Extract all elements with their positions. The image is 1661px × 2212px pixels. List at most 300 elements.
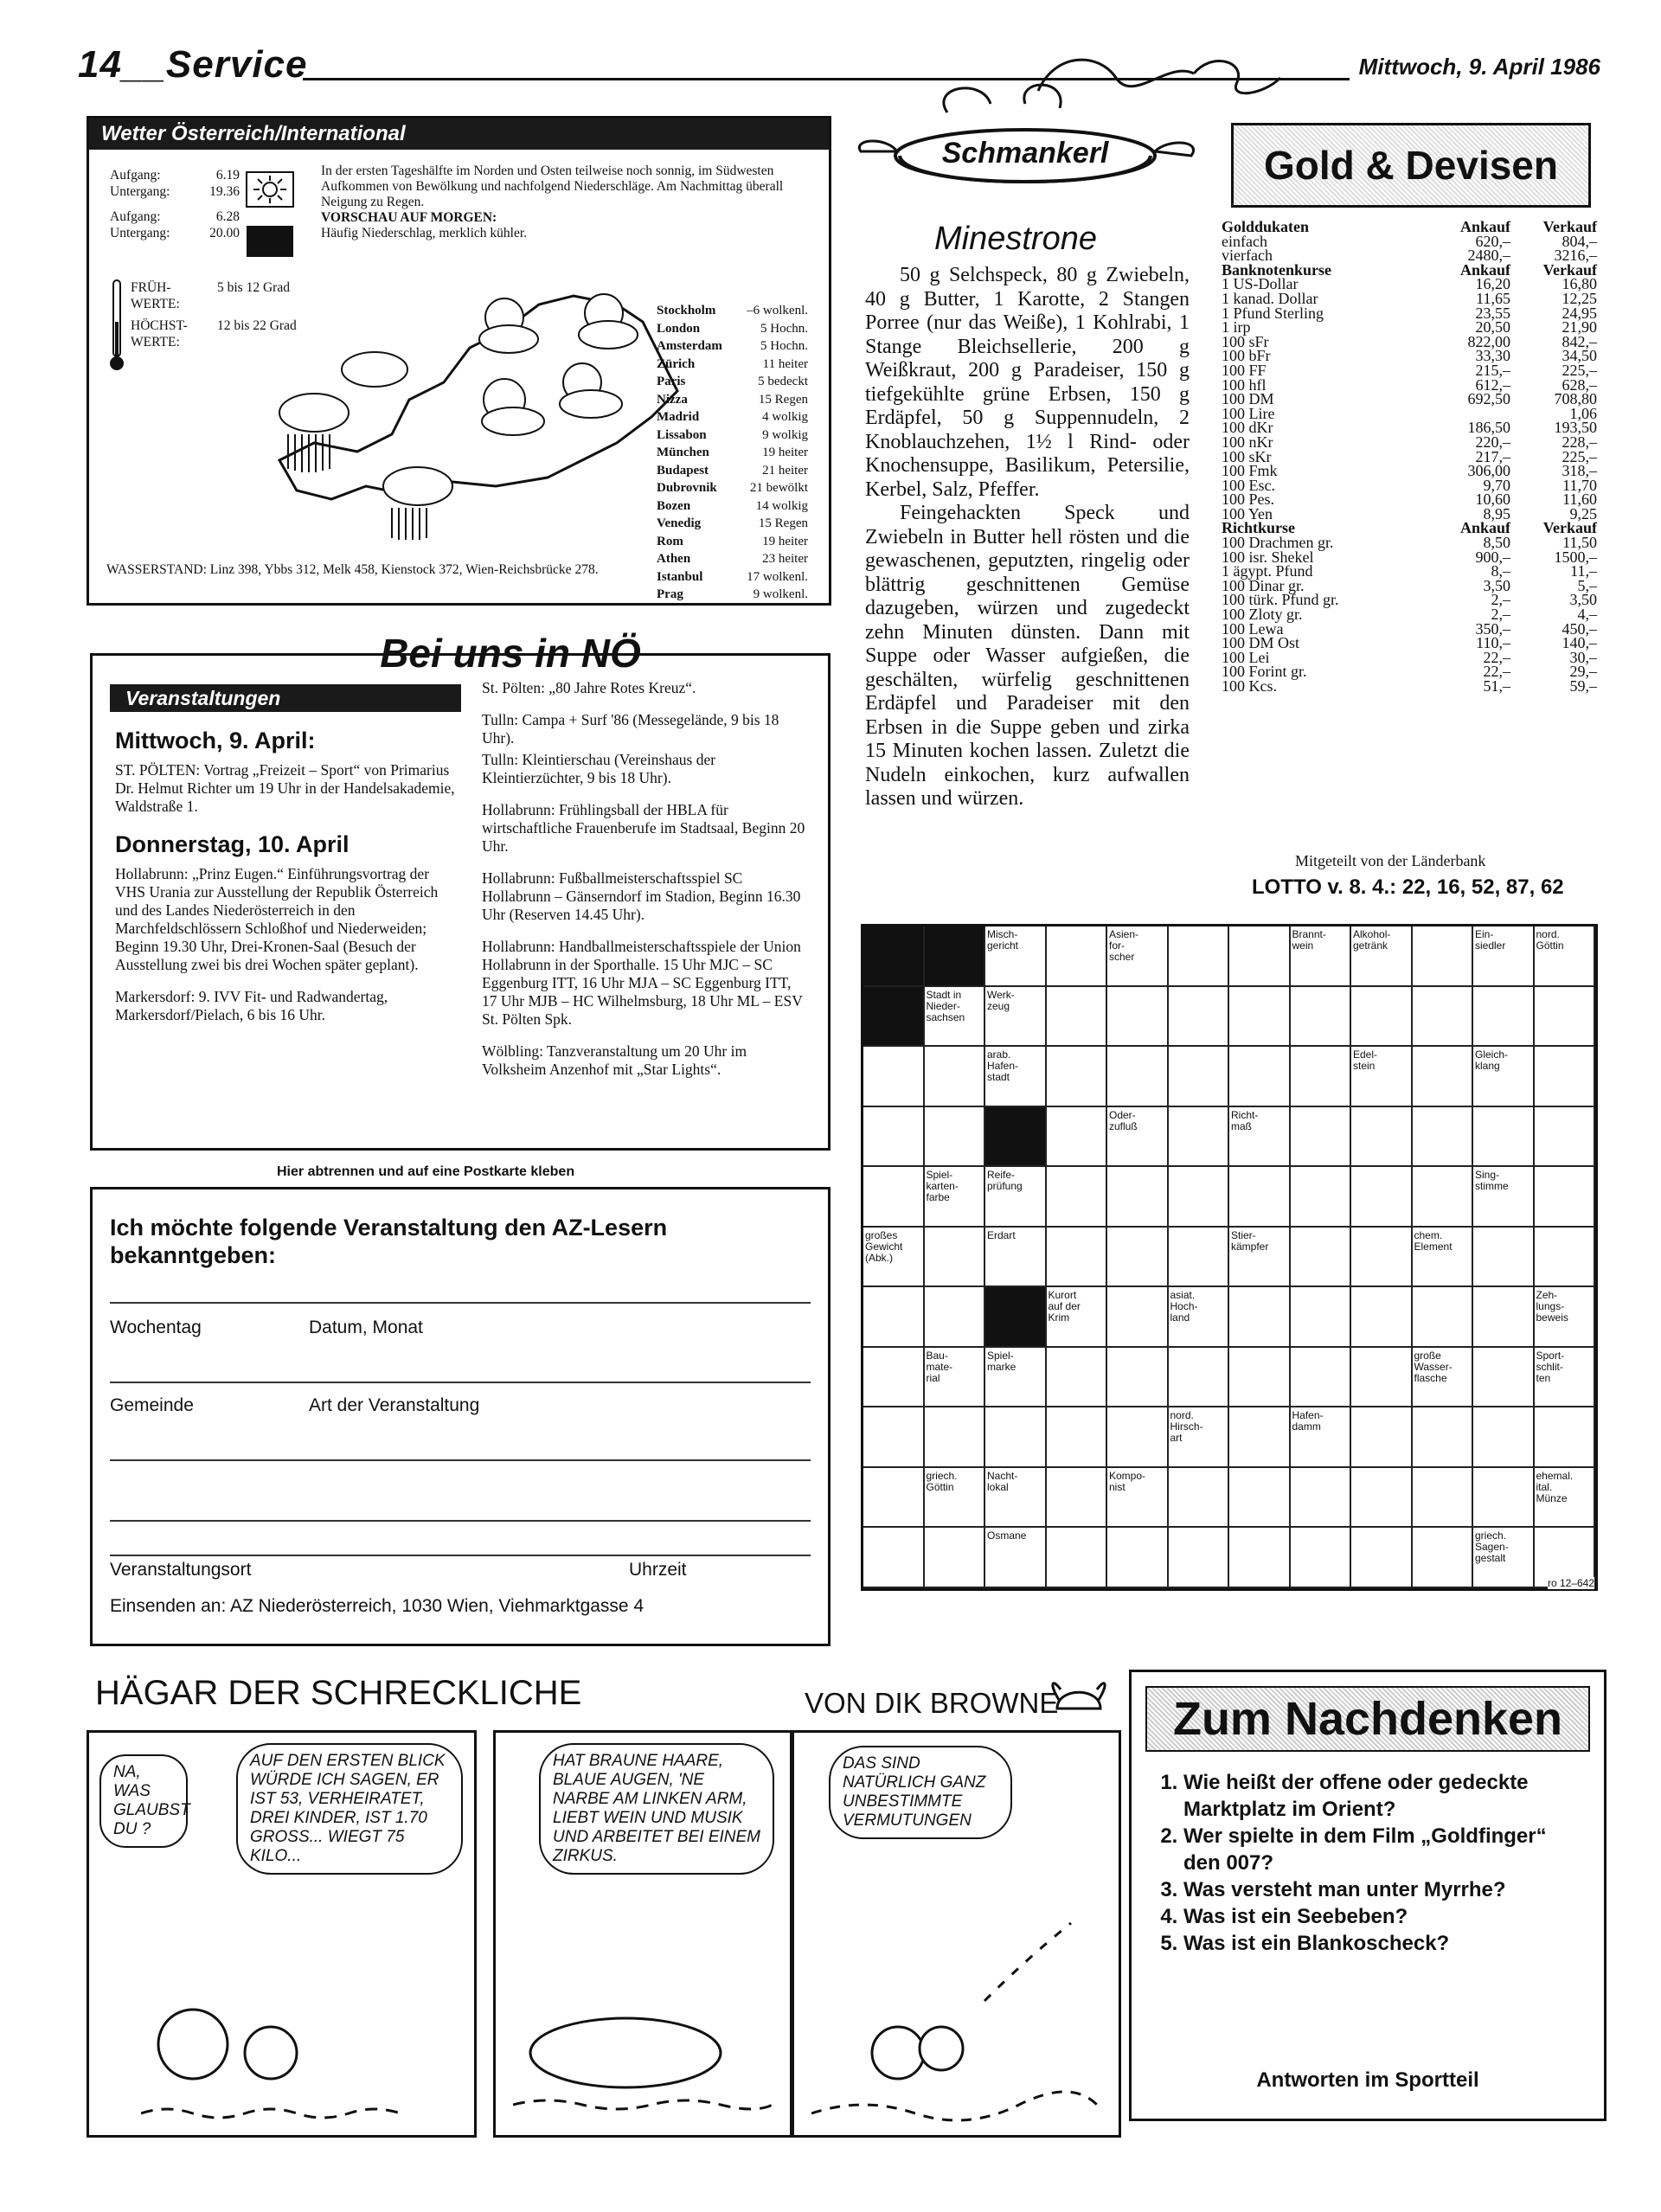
buy-rate: 11,65 — [1476, 289, 1510, 307]
city-row — [657, 568, 808, 587]
city-value: 9 wolkenl. — [753, 587, 808, 601]
city-name: Stockholm — [657, 304, 716, 317]
buy-rate: 2,– — [1491, 606, 1510, 624]
crossword-answer-cell[interactable] — [1351, 1167, 1413, 1228]
crossword-answer-cell[interactable] — [1107, 1047, 1169, 1107]
city-name: Nizza — [657, 392, 688, 407]
table-row — [1222, 464, 1597, 478]
viking-helmet-icon — [1049, 1674, 1109, 1726]
date-label: Datum, Monat — [309, 1318, 423, 1337]
buy-rate: 306,00 — [1467, 462, 1510, 480]
crossword-answer-cell[interactable] — [863, 1107, 925, 1168]
currency-name: 100 dKr — [1222, 419, 1273, 437]
city-row — [657, 515, 808, 533]
crossword-answer-cell[interactable] — [1351, 1228, 1413, 1288]
currency-name: einfach — [1222, 232, 1267, 250]
table-row — [1222, 349, 1597, 363]
currency-name: 100 sKr — [1222, 447, 1272, 465]
crossword-answer-cell[interactable] — [1473, 1348, 1535, 1408]
crossword-clue-cell: Oder- zufluß — [1107, 1107, 1169, 1168]
cloud-icon — [342, 352, 407, 387]
sell-rate: 24,95 — [1562, 304, 1597, 322]
crossword-clue-cell: asiat. Hoch- land — [1169, 1287, 1230, 1348]
stretcher-figure — [513, 1949, 773, 2122]
crossword-answer-cell[interactable] — [1413, 1167, 1474, 1228]
quiz-question: 1. Wie heißt der offene oder gedeckte Marktplatz im Orient? — [1183, 1769, 1578, 1823]
crossword-answer-cell[interactable] — [925, 1107, 986, 1168]
crossword-answer-cell[interactable] — [1169, 1047, 1230, 1107]
crossword-answer-cell[interactable] — [1229, 1287, 1291, 1348]
crossword-answer-cell[interactable] — [1169, 1528, 1230, 1588]
event-item: Wölbling: Tanzveranstaltung um 20 Uhr im Volksheim Anzenhof mit „Star Lights“. — [482, 1042, 747, 1078]
buy-rate: 22,– — [1483, 648, 1510, 666]
quiz-question: 3. Was versteht man unter Myrrhe? — [1183, 1876, 1578, 1903]
city-name: Bozen — [657, 498, 691, 513]
crossword — [861, 924, 1598, 1591]
crossword-answer-cell[interactable] — [1047, 1107, 1108, 1168]
sell-rate: 9,25 — [1569, 504, 1597, 523]
day-heading: Donnerstag, 10. April — [115, 831, 350, 857]
sell-rate: Verkauf — [1542, 218, 1597, 235]
cloud-rain-icon — [383, 467, 452, 540]
sell-rate: 4,– — [1577, 606, 1597, 624]
sun-times: Aufgang: 6.19 Untergang: 19.36 Aufgang: 6.28 Untergang: 20.00 — [110, 168, 240, 240]
crossword-black-cell — [985, 1287, 1047, 1348]
city-value: 14 wolkig — [755, 498, 808, 513]
city-row — [657, 586, 808, 604]
currency-name: 100 nKr — [1222, 433, 1273, 451]
table-row — [1222, 306, 1597, 321]
buy-rate: 350,– — [1475, 619, 1510, 638]
crossword-answer-cell[interactable] — [1351, 987, 1413, 1048]
crossword-answer-cell[interactable] — [1351, 1287, 1413, 1348]
recipe-text — [865, 264, 1190, 811]
gold-title-box — [1231, 123, 1591, 208]
city-name: Zürich — [657, 356, 696, 371]
currency-table — [1222, 220, 1597, 694]
crossword-answer-cell[interactable] — [1291, 1167, 1352, 1228]
buy-rate: 51,– — [1483, 677, 1510, 695]
city-row — [657, 391, 808, 409]
city-value: 19 heiter — [762, 446, 808, 459]
crossword-answer-cell[interactable] — [1107, 1528, 1169, 1588]
noe-title: Bei uns in NÖ — [380, 631, 641, 676]
event-item: Hollabrunn: Handballmeisterschaftsspiele der Union Hollabrunn in der Sporthalle. 15 Uhr MJC – SC Eggenburg ITT, 16 Uhr MJA – SC Eggenburg ITT, 17 Uhr MJB – HC Wilhelmsburg, 18 Uhr ML – ESV St. Pölten Spk. — [482, 938, 803, 1028]
city-row — [657, 320, 808, 338]
buy-rate: 822,00 — [1467, 332, 1510, 350]
quiz-question: 5. Was ist ein Blankoscheck? — [1183, 1930, 1578, 1957]
crossword-answer-cell[interactable] — [1291, 1468, 1352, 1529]
city-value: 21 bewölkt — [749, 481, 808, 495]
city-row — [657, 408, 808, 426]
sell-rate: 450,– — [1562, 619, 1597, 638]
events-right-column — [482, 679, 807, 1093]
recipe-badge: Schmankerl — [941, 137, 1109, 170]
city-name: Venedig — [657, 516, 702, 530]
crossword-answer-cell[interactable] — [1291, 1348, 1352, 1408]
crossword-answer-cell[interactable] — [1047, 1468, 1108, 1529]
buy-rate: 900,– — [1475, 548, 1510, 566]
municipality-label: Gemeinde — [110, 1395, 194, 1415]
buy-rate: 16,20 — [1475, 275, 1510, 293]
currency-name: 100 DM — [1222, 390, 1274, 408]
city-value: 19 heiter — [762, 534, 808, 548]
crossword-answer-cell[interactable] — [1351, 1407, 1413, 1468]
form-line — [110, 1382, 811, 1383]
sell-rate: 708,80 — [1554, 390, 1597, 408]
crossword-answer-cell[interactable] — [1473, 987, 1535, 1048]
crossword-answer-cell[interactable] — [863, 1167, 925, 1228]
crossword-clue-cell: Osmane — [985, 1528, 1047, 1588]
table-row — [1222, 447, 1597, 465]
crossword-clue-cell: nord. Hirsch- art — [1169, 1407, 1230, 1468]
crossword-answer-cell[interactable] — [1047, 1228, 1108, 1288]
crossword-answer-cell[interactable] — [1535, 1407, 1596, 1468]
city-name: Amsterdam — [657, 339, 722, 353]
city-row — [657, 533, 808, 551]
city-name: Madrid — [657, 410, 700, 424]
crossword-black-cell — [985, 1107, 1047, 1168]
city-value: 9 wolkig — [762, 427, 808, 442]
event-submission-form — [90, 1187, 830, 1646]
table-row — [1222, 332, 1597, 350]
city-row — [657, 373, 808, 391]
sell-rate: 59,– — [1569, 677, 1597, 695]
buy-rate: 620,– — [1475, 232, 1510, 250]
table-row — [1222, 664, 1597, 679]
lotto-numbers: LOTTO v. 8. 4.: 22, 16, 52, 87, 62 — [1252, 875, 1564, 899]
crossword-answer-cell[interactable] — [1291, 1528, 1352, 1588]
currency-name: 100 Lei — [1222, 648, 1270, 666]
quiz-question: 2. Wer spielte in dem Film „Goldfinger“ den 007? — [1183, 1823, 1578, 1876]
currency-name: vierfach — [1222, 247, 1273, 265]
crossword-answer-cell[interactable] — [925, 1407, 986, 1468]
ingredients: 50 g Selchspeck, 80 g Zwiebeln, 40 g Butter, 1 Karotte, 2 Stangen Porree (nur das Weiße), 1 Kohlrabi, 1 Stange Bleichsellerie, 200 g Weißkraut, 200 g Paradeiser, 150 g tiefgekühlte grüne Erbsen, 150 g Erdäpfel, 50 g Suppennudeln, 2 Knoblauchzehen, 1½ l Rind- oder Knochensuppe, Basilikum, Petersilie, Kerbel, Salz, Pfeffer. — [865, 264, 1190, 501]
crossword-answer-cell[interactable] — [1047, 1348, 1108, 1408]
city-value: 4 wolkig — [762, 410, 808, 424]
table-row — [1222, 435, 1597, 450]
page-header — [78, 43, 1600, 95]
crossword-answer-cell[interactable] — [863, 1407, 925, 1468]
crossword-answer-cell[interactable] — [1351, 1107, 1413, 1168]
crossword-answer-cell[interactable] — [1229, 1047, 1291, 1107]
table-header-row — [1222, 220, 1597, 234]
crossword-answer-cell[interactable] — [925, 1528, 986, 1588]
form-line — [110, 1555, 811, 1556]
crossword-clue-cell: ehemal. ital. Münze — [1535, 1468, 1596, 1529]
crossword-answer-cell[interactable] — [1229, 1468, 1291, 1529]
sell-rate: 30,– — [1569, 648, 1597, 666]
sell-rate: 1500,– — [1554, 548, 1597, 566]
sell-rate: 3,50 — [1569, 591, 1597, 609]
crossword-answer-cell[interactable] — [1107, 1167, 1169, 1228]
crossword-answer-cell[interactable] — [1229, 1528, 1291, 1588]
crossword-answer-cell[interactable] — [1229, 1167, 1291, 1228]
crossword-answer-cell[interactable] — [1047, 926, 1108, 987]
crossword-clue-cell: Stadt in Nieder- sachsen — [925, 987, 986, 1048]
crossword-answer-cell[interactable] — [863, 1528, 925, 1588]
crossword-answer-cell[interactable] — [863, 1348, 925, 1408]
crossword-answer-cell[interactable] — [1291, 1107, 1352, 1168]
events-box — [90, 653, 830, 1151]
crossword-answer-cell[interactable] — [1535, 1228, 1596, 1288]
crossword-answer-cell[interactable] — [1169, 1348, 1230, 1408]
event-item: Hollabrunn: „Prinz Eugen.“ Einführungsvortrag der VHS Urania zur Ausstellung der Republik Österreich und des Landes Niederösterreich in den Marchfeldschlössern Schloßhof und Niederweiden; Beginn 19.30 Uhr, Drei-Kronen-Saal (Besuch der Ausstellung zwei bis drei Wochen später geplant). — [115, 865, 439, 973]
crossword-answer-cell[interactable] — [925, 1228, 986, 1288]
comic-panel-3 — [792, 1730, 1121, 2138]
crossword-answer-cell[interactable] — [1107, 1228, 1169, 1288]
city-row — [657, 337, 808, 356]
crossword-clue-cell: Reife- prüfung — [985, 1167, 1047, 1228]
sell-rate: 5,– — [1577, 576, 1597, 594]
currency-name: 100 Pes. — [1222, 490, 1275, 509]
buy-rate: 2480,– — [1467, 247, 1510, 265]
crossword-answer-cell[interactable] — [1229, 987, 1291, 1048]
crossword-answer-cell[interactable] — [1291, 1047, 1352, 1107]
weather-title: Wetter Österreich/International — [89, 119, 829, 150]
city-name: Istanbul — [657, 569, 703, 584]
sell-rate: 628,– — [1562, 375, 1597, 394]
gold-title: Gold & Devisen — [1264, 143, 1558, 188]
currency-name: 100 Forint gr. — [1222, 663, 1307, 681]
crossword-answer-cell[interactable] — [1413, 1107, 1474, 1168]
crossword-answer-cell[interactable] — [863, 1468, 925, 1529]
thermometer-icon — [108, 279, 125, 374]
crossword-answer-cell[interactable] — [1351, 1528, 1413, 1588]
currency-name: 100 Zloty gr. — [1222, 606, 1303, 624]
sell-rate: 11,– — [1570, 562, 1597, 580]
crossword-black-cell — [863, 926, 925, 987]
crossword-answer-cell[interactable] — [1047, 1407, 1108, 1468]
crossword-answer-cell[interactable] — [925, 1287, 986, 1348]
crossword-answer-cell[interactable] — [1291, 987, 1352, 1048]
table-row — [1222, 679, 1597, 694]
city-row — [657, 426, 808, 445]
crossword-answer-cell[interactable] — [1351, 1468, 1413, 1529]
events-bar: Veranstaltungen — [110, 684, 461, 712]
crossword-clue-cell: Sport- schlit- ten — [1535, 1348, 1596, 1408]
crossword-answer-cell[interactable] — [1535, 987, 1596, 1048]
crossword-code: ro 12–642 — [1547, 1576, 1594, 1589]
currency-name: 100 Lewa — [1222, 619, 1284, 638]
crossword-clue-cell: griech. Sagen- gestalt — [1473, 1528, 1535, 1588]
crossword-black-cell — [863, 987, 925, 1048]
crossword-answer-cell[interactable] — [1413, 987, 1474, 1048]
crossword-answer-cell[interactable] — [863, 1287, 925, 1348]
currency-name: Banknotenkurse — [1222, 260, 1332, 279]
city-row — [657, 444, 808, 462]
city-value: 17 wolkenl. — [747, 569, 808, 584]
crossword-answer-cell[interactable] — [1291, 1287, 1352, 1348]
crossword-clue-cell: Alkohol- getränk — [1351, 926, 1413, 987]
table-row — [1222, 363, 1597, 378]
crossword-clue-cell: nord. Göttin — [1535, 926, 1596, 987]
sell-rate: Verkauf — [1542, 519, 1597, 537]
crossword-answer-cell[interactable] — [1229, 1407, 1291, 1468]
buy-rate: 23,55 — [1475, 304, 1510, 322]
crossword-answer-cell[interactable] — [1107, 987, 1169, 1048]
crossword-clue-cell: arab. Hafen- stadt — [985, 1047, 1047, 1107]
sell-rate: 11,60 — [1562, 490, 1597, 509]
city-temperatures — [657, 302, 808, 604]
austria-weather-map — [210, 270, 695, 547]
crossword-answer-cell[interactable] — [1169, 1107, 1230, 1168]
crossword-answer-cell[interactable] — [1535, 1167, 1596, 1228]
table-row — [1222, 320, 1597, 335]
buy-rate: 217,– — [1475, 447, 1510, 465]
sell-rate: 225,– — [1562, 447, 1597, 465]
speech-bubble: HAT BRAUNE HAARE, BLAUE AUGEN, 'NE NARBE AM LINKEN ARM, LIEBT WEIN UND MUSIK UND ARBEITET BEI EINEM ZIRKUS. — [539, 1743, 774, 1875]
city-name: Rom — [657, 534, 683, 548]
table-row — [1222, 375, 1597, 394]
city-row — [657, 302, 808, 320]
sell-rate: 842,– — [1562, 332, 1597, 350]
crossword-answer-cell[interactable] — [1047, 1047, 1108, 1107]
crossword-clue-cell: Werk- zeug — [985, 987, 1047, 1048]
crossword-clue-cell: Zeh- lungs- beweis — [1535, 1287, 1596, 1348]
crossword-clue-cell: Spiel- marke — [985, 1348, 1047, 1408]
recipe-title: Minestrone — [934, 221, 1097, 257]
crossword-answer-cell[interactable] — [1291, 1228, 1352, 1288]
currency-name: 100 Yen — [1222, 504, 1273, 523]
buy-rate: 10,60 — [1475, 490, 1510, 509]
table-row — [1222, 492, 1597, 507]
crossword-answer-cell[interactable] — [985, 1407, 1047, 1468]
crossword-answer-cell[interactable] — [1413, 1407, 1474, 1468]
crossword-answer-cell[interactable] — [1535, 1107, 1596, 1168]
currency-name: 100 sFr — [1222, 332, 1269, 350]
table-row — [1222, 636, 1597, 651]
crossword-clue-cell: Richt- maß — [1229, 1107, 1291, 1168]
speech-bubble: DAS SIND NATÜRLICH GANZ UNBESTIMMTE VERMUTUNGEN — [829, 1746, 1012, 1839]
weekday-label: Wochentag — [110, 1318, 202, 1337]
comic-title: HÄGAR DER SCHRECKLICHE — [95, 1674, 582, 1712]
crossword-clue-cell: Spiel- karten- farbe — [925, 1167, 986, 1228]
buy-rate: 692,50 — [1467, 390, 1510, 408]
currency-name: 100 bFr — [1222, 347, 1271, 365]
crossword-answer-cell[interactable] — [1169, 1228, 1230, 1288]
crossword-answer-cell[interactable] — [1107, 1348, 1169, 1408]
venue-label: Veranstaltungsort — [110, 1560, 252, 1580]
sell-rate: 140,– — [1562, 634, 1597, 652]
crossword-grid — [861, 924, 1598, 1591]
crossword-answer-cell[interactable] — [1473, 1287, 1535, 1348]
comic-author: VON DIK BROWNE — [805, 1687, 1059, 1719]
crossword-answer-cell[interactable] — [1473, 1407, 1535, 1468]
buy-rate: 3,50 — [1483, 576, 1510, 594]
crossword-answer-cell[interactable] — [1229, 1348, 1291, 1408]
crossword-answer-cell[interactable] — [1413, 1468, 1474, 1529]
crossword-clue-cell: Brannt- wein — [1291, 926, 1352, 987]
buy-rate: 20,50 — [1475, 318, 1510, 337]
city-value: 23 heiter — [762, 552, 808, 566]
crossword-answer-cell[interactable] — [1413, 926, 1474, 987]
event-item: Hollabrunn: Fußballmeisterschaftsspiel SC Hollabrunn – Gänserndorf im Stadion, Beginn 16.30 Uhr (Reserven 14.45 Uhr). — [482, 869, 801, 923]
form-line — [110, 1520, 811, 1522]
crossword-answer-cell[interactable] — [1169, 1468, 1230, 1529]
quiz-questions — [1183, 1769, 1578, 1957]
crossword-answer-cell[interactable] — [1229, 926, 1291, 987]
sell-rate: 29,– — [1569, 663, 1597, 681]
currency-name: 100 Kcs. — [1222, 677, 1277, 695]
city-name: Budapest — [657, 463, 709, 478]
quiz-question: 4. Was ist ein Seebeben? — [1183, 1903, 1578, 1930]
form-heading: Ich möchte folgende Veranstaltung den AZ-Lesern bekanntgeben: — [110, 1215, 668, 1268]
buy-rate: 8,50 — [1483, 534, 1510, 552]
crossword-answer-cell[interactable] — [1107, 1407, 1169, 1468]
crossword-clue-cell: Kurort auf der Krim — [1047, 1287, 1108, 1348]
buy-rate: 220,– — [1475, 433, 1510, 451]
crossword-answer-cell[interactable] — [1535, 1047, 1596, 1107]
buy-rate: 215,– — [1475, 361, 1510, 379]
send-address: Einsenden an: AZ Niederösterreich, 1030 Wien, Viehmarktgasse 4 — [110, 1596, 645, 1616]
city-value: 11 heiter — [762, 356, 808, 371]
crossword-clue-cell: Ein- siedler — [1473, 926, 1535, 987]
instructions: Feingehackten Speck und Zwiebeln in Butter hell rösten und die gewaschenen, geputzten, ringelig oder blättrig geschnittenen Gemüse dazugeben, würzen und zugedeckt zehn Minuten dünsten. Dann mit Suppe oder Wasser aufgießen, die geschälten, würfelig geschnittenen Erdäpfel und Paradeiser mit den Erbsen in die Suppe geben und zirka 15 Minuten kochen lassen. Zuletzt die Nudeln einkochen, kurz aufwallen lassen und würzen. — [865, 502, 1190, 810]
currency-name: 100 hfl — [1222, 375, 1267, 394]
sell-rate: 11,70 — [1562, 476, 1597, 494]
moon-icon — [245, 224, 295, 259]
time-label: Uhrzeit — [629, 1560, 687, 1580]
crossword-answer-cell[interactable] — [1047, 1528, 1108, 1588]
crossword-clue-cell: Nacht- lokal — [985, 1468, 1047, 1529]
sell-rate: 228,– — [1562, 433, 1597, 451]
buy-rate: 8,95 — [1483, 504, 1510, 523]
currency-name: 100 Fmk — [1222, 462, 1278, 480]
crossword-answer-cell[interactable] — [1473, 1468, 1535, 1529]
city-value: 15 Regen — [758, 392, 808, 407]
event-type-label: Art der Veranstaltung — [309, 1395, 480, 1415]
crossword-clue-cell: Gleich- klang — [1473, 1047, 1535, 1107]
city-value: 5 Hochn. — [760, 339, 808, 353]
crossword-answer-cell[interactable] — [1169, 987, 1230, 1048]
sell-rate: 193,50 — [1554, 419, 1597, 437]
crossword-answer-cell[interactable] — [1047, 1167, 1108, 1228]
crossword-answer-cell[interactable] — [1169, 1167, 1230, 1228]
crossword-answer-cell[interactable] — [1047, 987, 1108, 1048]
crossword-answer-cell[interactable] — [1413, 1287, 1474, 1348]
currency-name: 100 Dinar gr. — [1222, 576, 1305, 594]
sell-rate: 12,25 — [1562, 289, 1597, 307]
crossword-answer-cell[interactable] — [1107, 1287, 1169, 1348]
crossword-black-cell — [925, 926, 986, 987]
crossword-answer-cell[interactable] — [1413, 1047, 1474, 1107]
buy-rate: 110,– — [1476, 634, 1510, 652]
crossword-answer-cell[interactable] — [1351, 1348, 1413, 1408]
crossword-answer-cell[interactable] — [863, 1047, 925, 1107]
crossword-answer-cell[interactable] — [1169, 926, 1230, 987]
table-row — [1222, 392, 1597, 407]
sell-rate: 804,– — [1562, 232, 1597, 250]
currency-name: 100 Esc. — [1222, 476, 1275, 494]
buy-rate: 9,70 — [1483, 476, 1510, 494]
buy-rate: 186,50 — [1467, 419, 1510, 437]
table-row — [1222, 404, 1597, 422]
crossword-answer-cell[interactable] — [1473, 1228, 1535, 1288]
crossword-answer-cell[interactable] — [1413, 1528, 1474, 1588]
sell-rate: Verkauf — [1542, 260, 1597, 279]
weather-box — [87, 116, 831, 606]
crossword-answer-cell[interactable] — [925, 1047, 986, 1107]
crossword-answer-cell[interactable] — [1473, 1107, 1535, 1168]
city-value: 15 Regen — [758, 516, 808, 530]
table-source: Mitgeteilt von der Länderbank — [1295, 852, 1486, 869]
buy-rate: 2,– — [1491, 591, 1510, 609]
sell-rate: 21,90 — [1562, 318, 1597, 337]
currency-name: Golddukaten — [1222, 218, 1310, 235]
city-row — [657, 462, 808, 480]
currency-name: 100 isr. Shekel — [1222, 548, 1314, 566]
